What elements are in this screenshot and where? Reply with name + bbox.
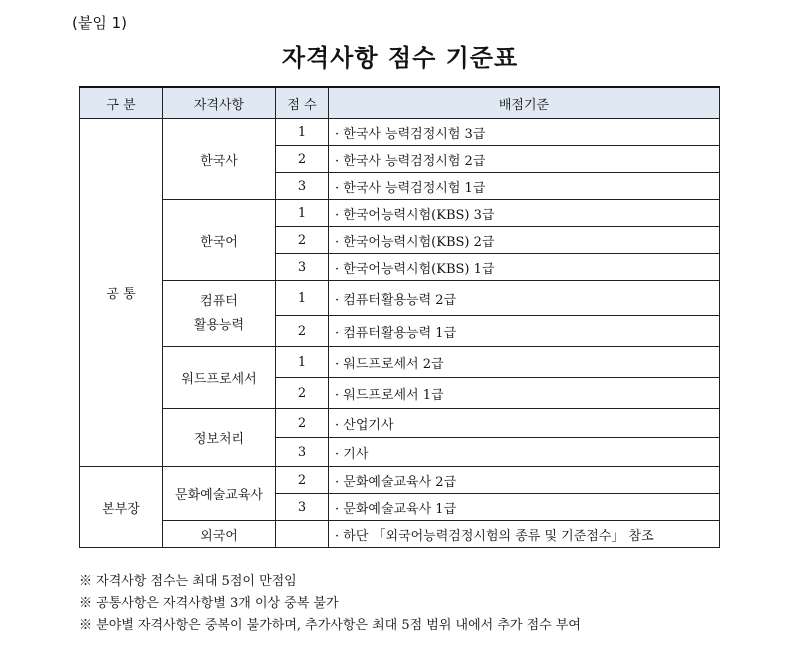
note-item: ※ 공통사항은 자격사항별 3개 이상 중복 불가 bbox=[79, 596, 339, 611]
score-cell: 2 bbox=[276, 378, 329, 409]
qual-info-processing: 정보처리 bbox=[163, 409, 276, 467]
table-row bbox=[80, 521, 720, 548]
table-row bbox=[80, 281, 720, 316]
table-row bbox=[80, 200, 720, 227]
criteria-cell: · 한국사 능력검정시험 3급 bbox=[329, 119, 720, 146]
criteria-cell: · 한국어능력시험(KBS) 2급 bbox=[329, 227, 720, 254]
criteria-cell: · 컴퓨터활용능력 2급 bbox=[329, 281, 720, 316]
score-cell: 3 bbox=[276, 173, 329, 200]
table-header-row bbox=[80, 87, 720, 119]
qual-word-processor: 워드프로세서 bbox=[163, 347, 276, 409]
score-cell: 2 bbox=[276, 409, 329, 438]
group-hq: 본부장 bbox=[80, 467, 163, 548]
score-cell bbox=[276, 521, 329, 548]
attachment-label: (붙임 1) bbox=[72, 14, 127, 32]
criteria-cell: · 문화예술교육사 1급 bbox=[329, 494, 720, 521]
note-item: ※ 분야별 자격사항은 중복이 불가하며, 추가사항은 최대 5점 범위 내에서 추가 점수 부여 bbox=[79, 618, 581, 633]
criteria-cell: · 한국어능력시험(KBS) 3급 bbox=[329, 200, 720, 227]
criteria-cell: · 한국사 능력검정시험 1급 bbox=[329, 173, 720, 200]
criteria-cell: · 하단 「외국어능력검정시험의 종류 및 기준점수」 참조 bbox=[329, 521, 720, 548]
score-cell: 2 bbox=[276, 316, 329, 347]
notes bbox=[79, 571, 581, 637]
table-row bbox=[80, 119, 720, 146]
score-cell: 1 bbox=[276, 119, 329, 146]
note-item: ※ 자격사항 점수는 최대 5점이 만점임 bbox=[79, 574, 297, 589]
table-row bbox=[80, 467, 720, 494]
score-cell: 1 bbox=[276, 281, 329, 316]
qual-computer-line2: 활용능력 bbox=[193, 317, 245, 333]
table-row bbox=[80, 409, 720, 438]
page-title: 자격사항 점수 기준표 bbox=[281, 44, 519, 72]
criteria-cell: · 한국사 능력검정시험 2급 bbox=[329, 146, 720, 173]
score-cell: 2 bbox=[276, 227, 329, 254]
criteria-cell: · 문화예술교육사 2급 bbox=[329, 467, 720, 494]
qual-computer-line1: 컴퓨터 bbox=[200, 293, 238, 309]
qual-culture-arts: 문화예술교육사 bbox=[163, 467, 276, 521]
qual-korean-language: 한국어 bbox=[163, 200, 276, 281]
score-cell: 1 bbox=[276, 347, 329, 378]
score-cell: 2 bbox=[276, 467, 329, 494]
qual-computer bbox=[163, 281, 276, 347]
criteria-cell: · 산업기사 bbox=[329, 409, 720, 438]
qual-foreign-language: 외국어 bbox=[163, 521, 276, 548]
criteria-cell: · 컴퓨터활용능력 1급 bbox=[329, 316, 720, 347]
table-row bbox=[80, 347, 720, 378]
criteria-cell: · 기사 bbox=[329, 438, 720, 467]
qualification-score-table bbox=[79, 86, 720, 548]
criteria-cell: · 한국어능력시험(KBS) 1급 bbox=[329, 254, 720, 281]
group-common: 공 통 bbox=[80, 119, 163, 467]
score-cell: 3 bbox=[276, 254, 329, 281]
score-cell: 1 bbox=[276, 200, 329, 227]
criteria-cell: · 워드프로세서 2급 bbox=[329, 347, 720, 378]
header-score: 점 수 bbox=[276, 87, 329, 119]
header-category: 구 분 bbox=[80, 87, 163, 119]
criteria-cell: · 워드프로세서 1급 bbox=[329, 378, 720, 409]
header-criteria: 배점기준 bbox=[329, 87, 720, 119]
score-cell: 3 bbox=[276, 438, 329, 467]
score-cell: 2 bbox=[276, 146, 329, 173]
header-qualification: 자격사항 bbox=[163, 87, 276, 119]
score-cell: 3 bbox=[276, 494, 329, 521]
qual-korean-history: 한국사 bbox=[163, 119, 276, 200]
